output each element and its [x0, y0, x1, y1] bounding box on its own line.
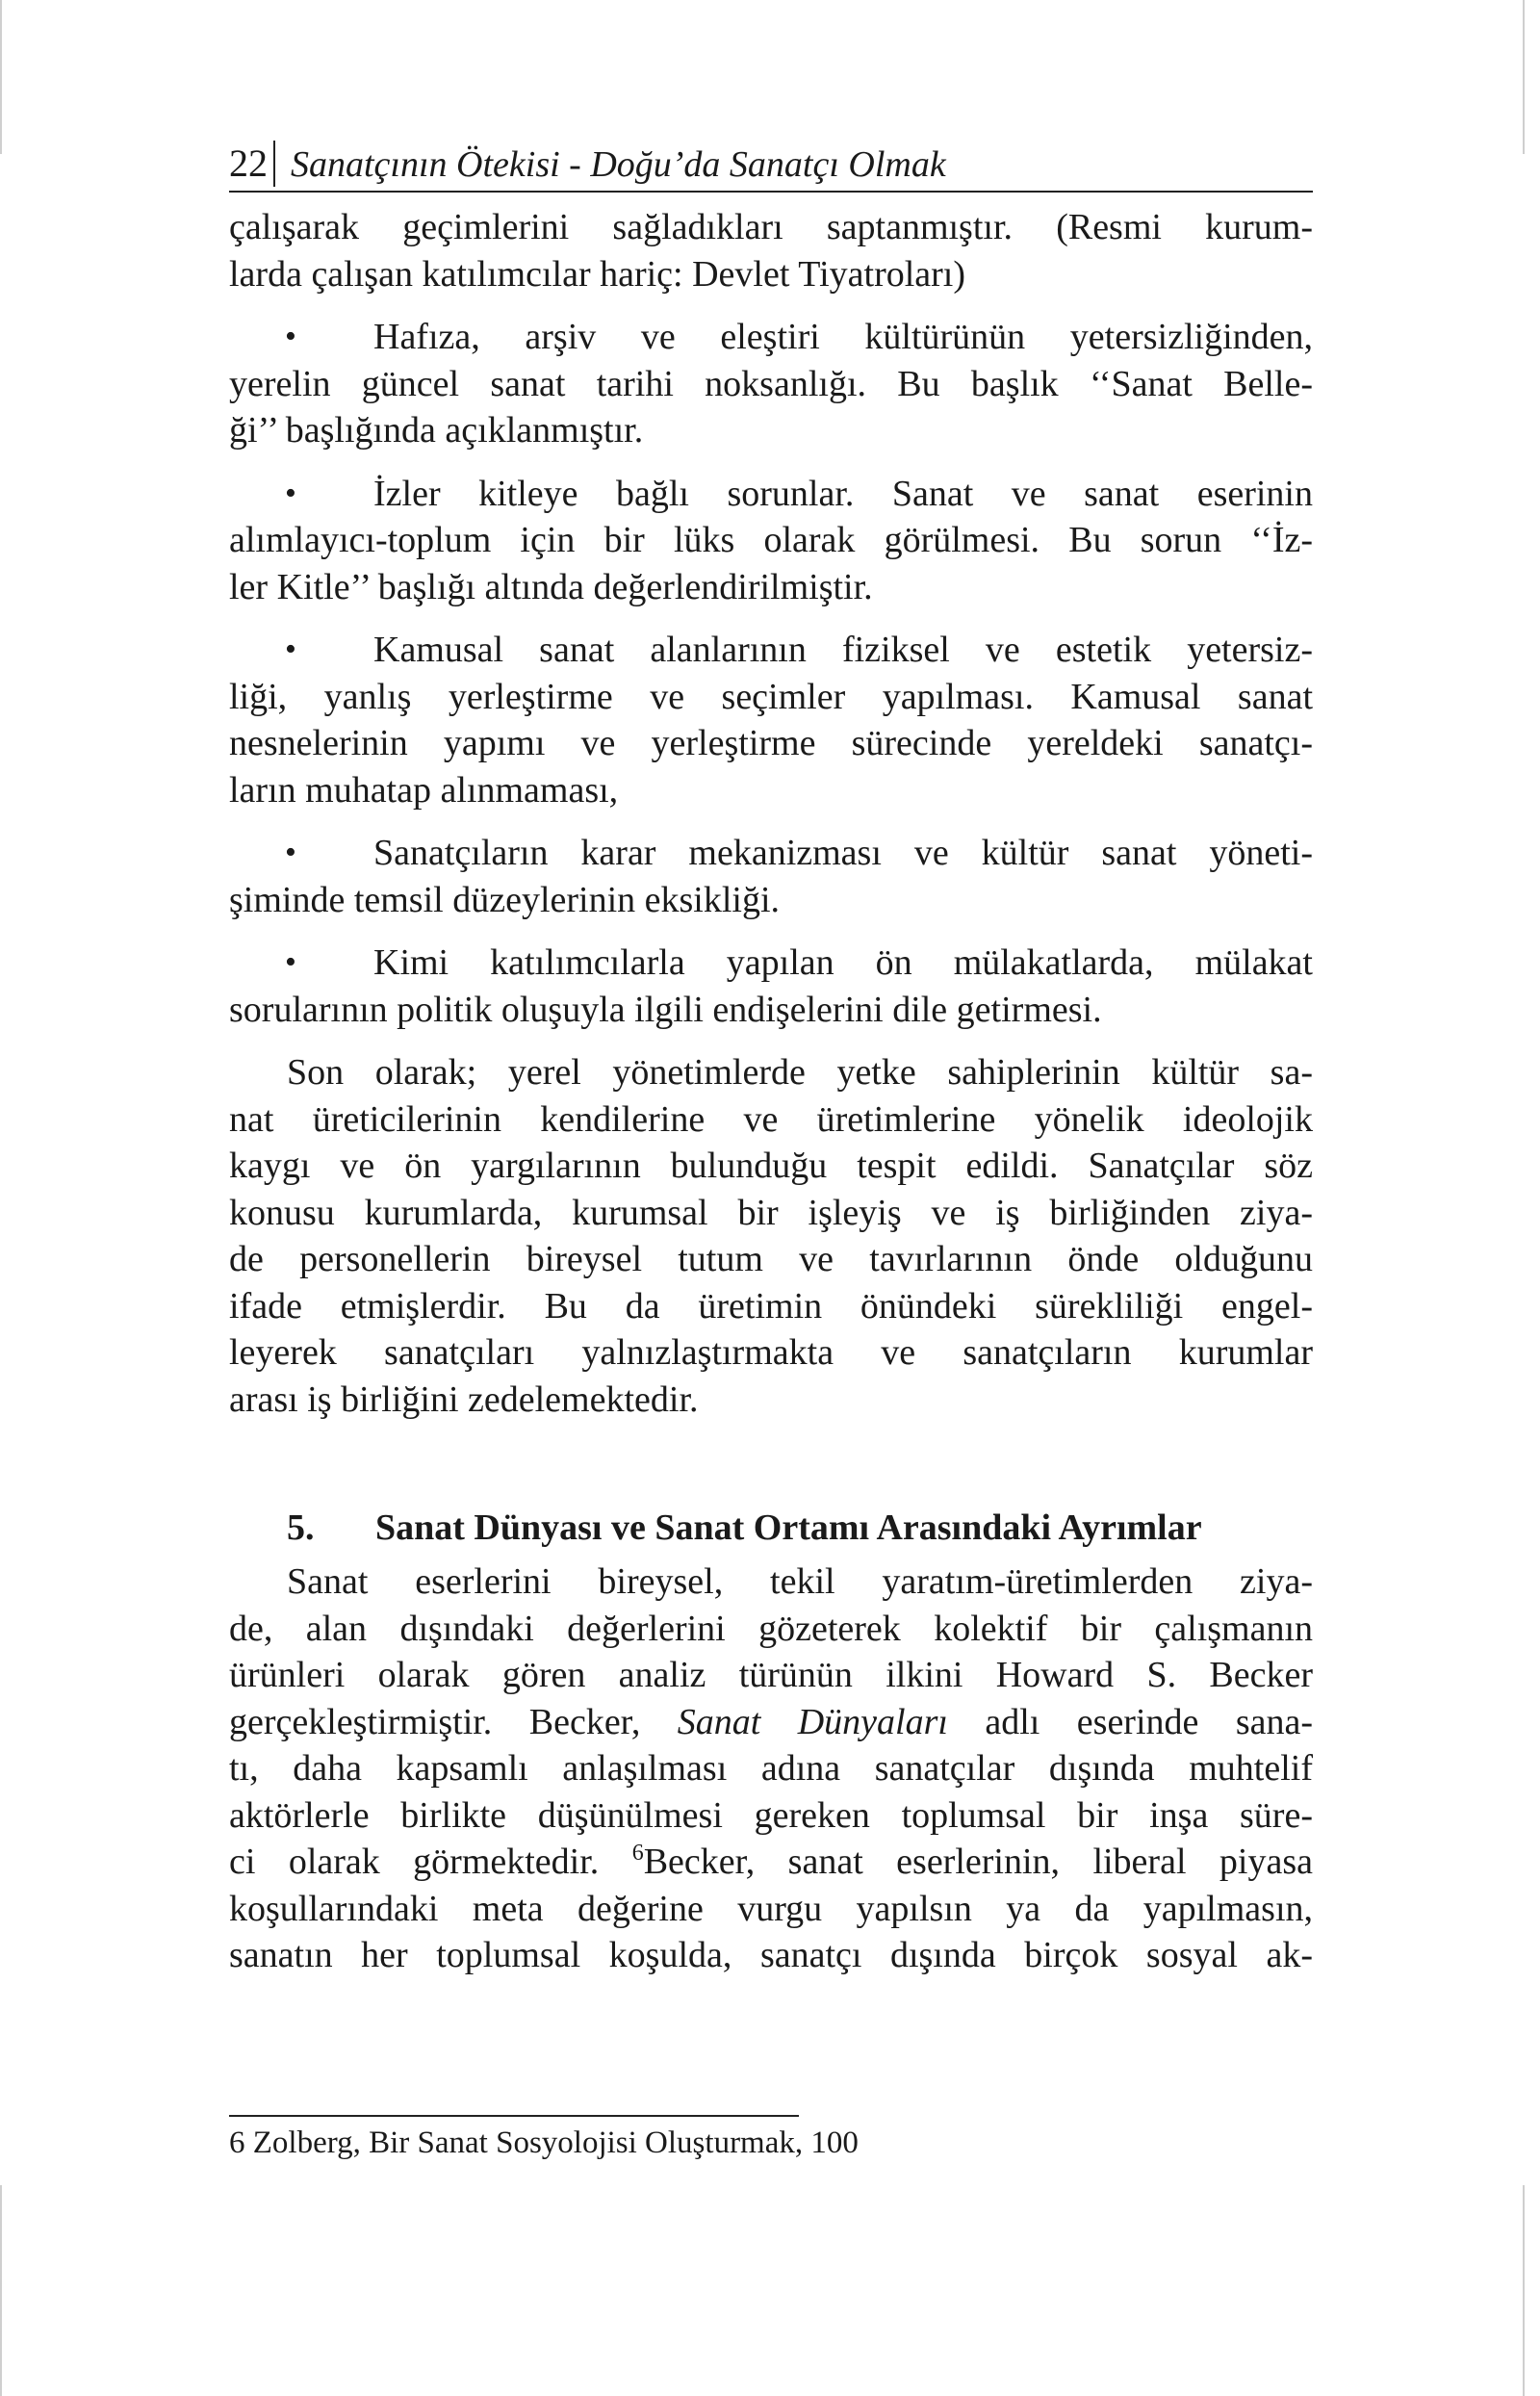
book-title: Sanat Dünyaları [677, 1701, 948, 1742]
page-number: 22 [229, 141, 275, 187]
text-line: de, alan dışındaki değerlerini gözeterek kolektif bir çalışmanın [229, 1608, 1313, 1649]
bullet-text: Hafıza, arşiv ve eleştiri kültürünün yetersizliğinden, [373, 317, 1313, 357]
text-line [229, 1559, 1313, 1606]
section-heading [229, 1505, 1313, 1551]
text-span: ci olarak görmektedir. [229, 1842, 632, 1882]
text-line: alımlayıcı-toplum için bir lüks olarak görülmesi. Bu sorun ‘‘İz- [229, 520, 1313, 560]
text-span: Becker, sanat eserlerinin, liberal piyasa [643, 1842, 1313, 1882]
paragraph-continued [229, 204, 1313, 297]
text-line: kaygı ve ön yargılarının bulunduğu tespit edildi. Sanatçılar söz [229, 1146, 1313, 1186]
bullet-icon: • [285, 319, 296, 354]
text-line: sanatın her toplumsal koşulda, sanatçı dışında birçok sosyal ak- [229, 1935, 1313, 1975]
crop-mark-top-right [1523, 0, 1525, 154]
text-line [229, 471, 1313, 518]
bullet-icon: • [285, 475, 296, 511]
bullet-item [229, 830, 1313, 923]
body-text [229, 204, 1313, 1979]
text-line: koşullarındaki meta değerine vurgu yapılsın ya da yapılmasın, [229, 1888, 1313, 1929]
text-line: sorularının politik oluşuyla ilgili endişelerini dile getirmesi. [229, 989, 1102, 1030]
text-line [229, 1839, 1313, 1886]
bullet-icon: • [285, 835, 296, 870]
text-span: adlı eserinde sana- [947, 1701, 1313, 1742]
text-line: ler Kitle’’ başlığı altında değerlendirilmiştir. [229, 566, 873, 607]
text-line [229, 1049, 1313, 1096]
bullet-text: Kimi katılımcılarla yapılan ön mülakatlarda, mülakat [373, 942, 1313, 983]
text-line: arası iş birliğini zedelemektedir. [229, 1378, 699, 1420]
text-line: konusu kurumlarda, kurumsal bir işleyiş ve iş birliğinden ziya- [229, 1192, 1313, 1233]
bullet-item [229, 940, 1313, 1033]
text-line [229, 627, 1313, 674]
footnote-separator [229, 2115, 799, 2117]
crop-mark-bottom-right [1523, 2185, 1525, 2396]
crop-mark-bottom-left [0, 2185, 2, 2396]
footnote-reference: 6 [631, 1841, 644, 1866]
bullet-icon: • [285, 944, 296, 980]
running-title: Sanatçının Ötekisi - Doğu’da Sanatçı Olmak [291, 144, 946, 185]
bullet-icon: • [285, 631, 296, 667]
running-header [229, 137, 1313, 193]
text-line: ifade etmişlerdir. Bu da üretimin önündeki sürekliliği engel- [229, 1285, 1313, 1327]
text-line: larda çalışan katılımcılar hariç: Devlet Tiyatroları) [229, 253, 966, 295]
text-line: nesnelerinin yapımı ve yerleştirme sürecinde yereldeki sanatçı- [229, 723, 1313, 763]
text-line: aktörlerle birlikte düşünülmesi gereken toplumsal bir inşa süre- [229, 1794, 1313, 1836]
text-line [229, 314, 1313, 361]
text-line: şiminde temsil düzeylerinin eksikliği. [229, 879, 781, 920]
bullet-item [229, 471, 1313, 611]
text-span: Sanat eserlerini bireysel, tekil yaratım-üretimlerden ziya- [287, 1561, 1313, 1602]
text-line: ği’’ başlığında açıklanmıştır. [229, 410, 644, 451]
text-line: ürünleri olarak gören analiz türünün ilkini Howard S. Becker [229, 1655, 1313, 1695]
text-span: Son olarak; yerel yönetimlerde yetke sahiplerinin kültür sa- [287, 1052, 1313, 1093]
text-line: liği, yanlış yerleştirme ve seçimler yapılması. Kamusal sanat [229, 676, 1313, 717]
text-line: çalışarak geçimlerini sağladıkları saptanmıştır. (Resmi kurum- [229, 207, 1313, 247]
text-span: gerçekleştirmiştir. Becker, [229, 1701, 678, 1742]
bullet-text: İzler kitleye bağlı sorunlar. Sanat ve sanat eserinin [373, 473, 1313, 514]
text-line [229, 830, 1313, 877]
bullet-text: Sanatçıların karar mekanizması ve kültür sanat yöneti- [373, 833, 1313, 873]
footnote: 6 Zolberg, Bir Sanat Sosyolojisi Oluşturmak, 100 [229, 2125, 859, 2160]
text-line: ların muhatap alınmaması, [229, 769, 619, 811]
text-line: leyerek sanatçıları yalnızlaştırmakta ve sanatçıların kurumlar [229, 1332, 1313, 1373]
paragraph-section5 [229, 1559, 1313, 1979]
text-line: de personellerin bireysel tutum ve tavırlarının önde olduğunu [229, 1239, 1313, 1279]
text-line: tı, daha kapsamlı anlaşılması adına sanatçılar dışında muhtelif [229, 1748, 1313, 1789]
text-line [229, 1699, 1313, 1746]
crop-mark-top-left [0, 0, 2, 154]
section-number: 5. [287, 1507, 315, 1548]
text-line: nat üreticilerinin kendilerine ve üretimlerine yönelik ideolojik [229, 1098, 1313, 1140]
bullet-item [229, 314, 1313, 454]
section-title: Sanat Dünyası ve Sanat Ortamı Arasındaki Ayrımlar [375, 1507, 1202, 1548]
bullet-text: Kamusal sanat alanlarının fiziksel ve estetik yetersiz- [373, 630, 1313, 670]
text-line: yerelin güncel sanat tarihi noksanlığı. Bu başlık ‘‘Sanat Belle- [229, 363, 1313, 404]
paragraph-conclusion [229, 1049, 1313, 1423]
bullet-item [229, 627, 1313, 813]
text-line [229, 940, 1313, 987]
